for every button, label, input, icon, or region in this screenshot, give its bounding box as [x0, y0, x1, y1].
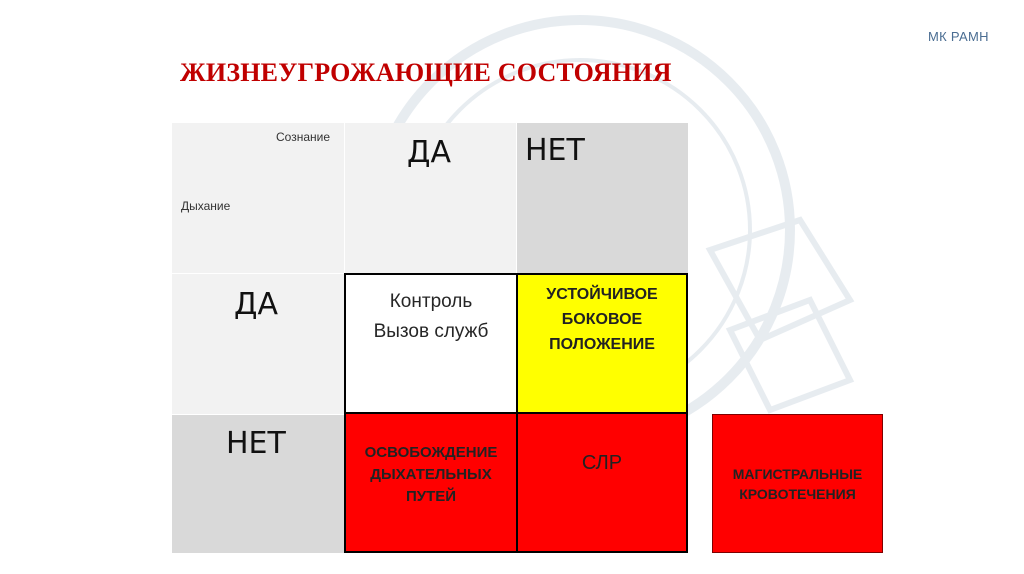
cell-recovery-position — [516, 273, 688, 414]
row-header-no: НЕТ — [172, 414, 344, 553]
cell-line: Вызов служб — [373, 321, 489, 342]
cpr-label: СЛР — [581, 452, 623, 474]
cell-airway-clearance — [344, 414, 516, 553]
breathing-axis-label: Дыхание — [181, 199, 231, 213]
cell-line: УСТОЙЧИВОЕ — [546, 286, 658, 303]
major-bleeding-box — [712, 414, 883, 553]
page-title: ЖИЗНЕУГРОЖАЮЩИЕ СОСТОЯНИЯ — [180, 58, 672, 87]
cell-line: ПУТЕЙ — [405, 488, 457, 505]
corner-cell — [172, 123, 344, 273]
box-line: КРОВОТЕЧЕНИЯ — [739, 485, 856, 502]
consciousness-axis-label: Сознание — [276, 130, 331, 144]
column-header-no: НЕТ — [516, 123, 688, 273]
organization-label: МК РАМН — [928, 29, 989, 44]
row-header-yes: ДА — [172, 273, 344, 414]
cell-cpr — [516, 414, 688, 553]
cell-line: Контроль — [389, 291, 473, 312]
cell-line: ОСВОБОЖДЕНИЕ — [364, 444, 498, 461]
cell-control-call-services — [344, 273, 516, 414]
column-header-yes: ДА — [344, 123, 516, 273]
cell-line: БОКОВОЕ — [561, 311, 643, 328]
box-line: МАГИСТРАЛЬНЫЕ — [732, 465, 863, 482]
cell-line: ДЫХАТЕЛЬНЫХ — [370, 466, 492, 483]
cell-line: ПОЛОЖЕНИЕ — [549, 336, 655, 353]
